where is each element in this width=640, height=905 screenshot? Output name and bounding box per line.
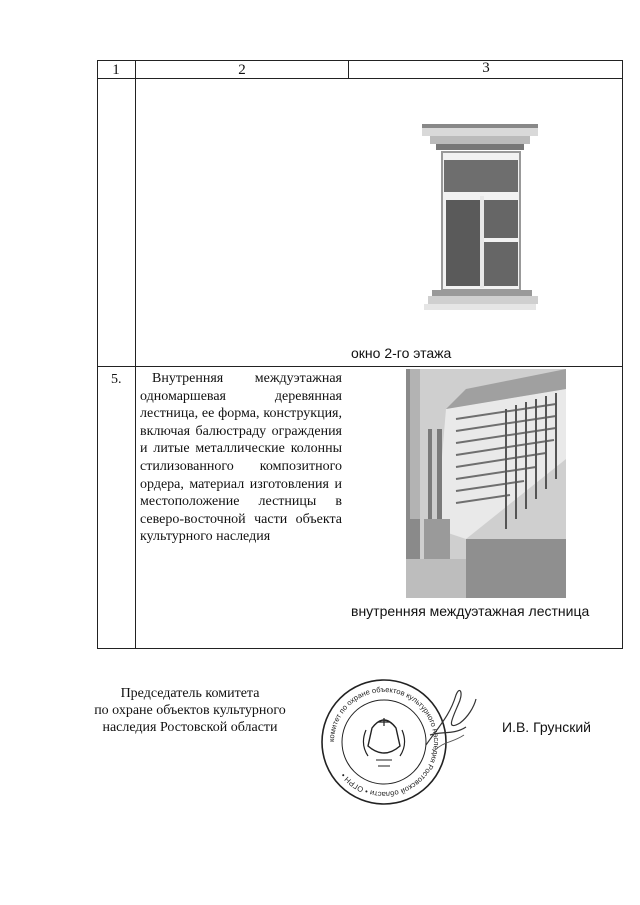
heritage-table [97, 60, 623, 648]
signatory-position: Председатель комитета по охране объектов культурного наследия Ростовской области [94, 686, 286, 735]
header-divider [97, 78, 623, 79]
handwritten-signature-icon [420, 685, 480, 755]
row-divider [97, 366, 623, 367]
row-number: 5. [111, 372, 122, 387]
staircase-photo [406, 369, 566, 598]
header-col-3: 3 [482, 60, 490, 76]
row-description: Внутренняя междуэтажная одномаршевая деревянная лестница, ее форма, конструкция, включая балюстраду ограждения и литые металлические колонны стилизованного композитного ордера, материал изготовления и местоположение лестницы в северо-восточной части объекта культурного наследия [140, 371, 342, 545]
header-col-2: 2 [238, 62, 246, 78]
window-photo [420, 122, 540, 318]
caption-staircase: внутренняя междуэтажная лестница [351, 603, 590, 619]
table-border-bottom [97, 648, 623, 649]
table-border-left [97, 60, 98, 649]
col-divider-1 [135, 60, 136, 649]
caption-window: окно 2-го этажа [351, 345, 452, 361]
table-border-right [622, 60, 623, 649]
svg-text:комитет по охране объектов кул: комитет по охране объектов культурного наследия Ростовской области • ОГРН • [326, 684, 442, 800]
signatory-name: И.В. Грунский [502, 719, 591, 735]
header-col-1: 1 [112, 62, 120, 78]
